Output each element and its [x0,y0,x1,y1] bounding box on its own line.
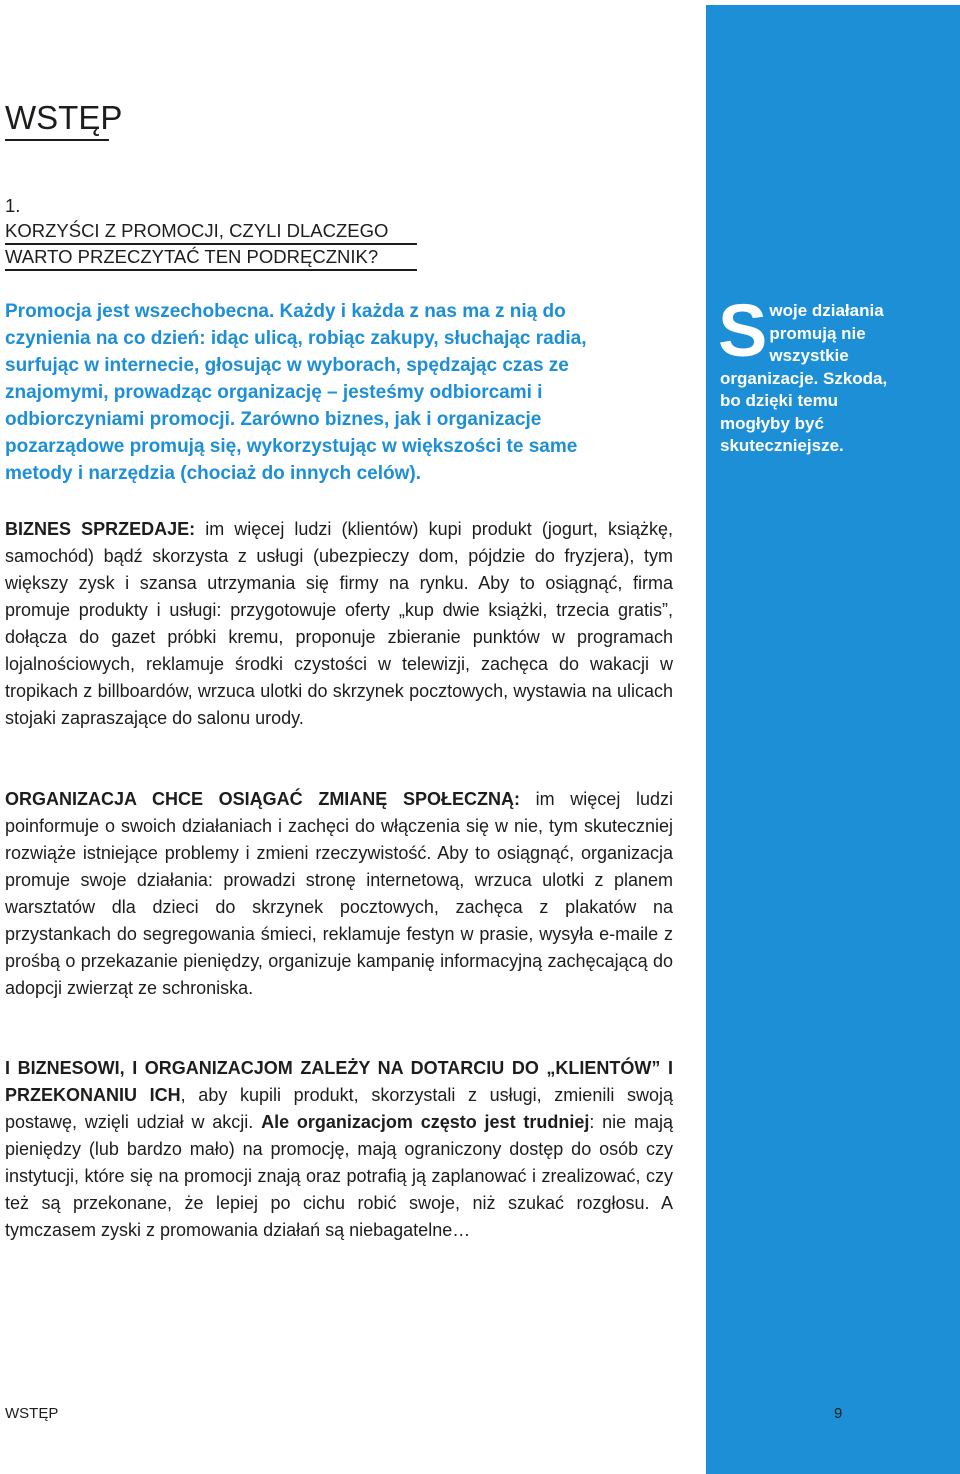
paragraph-organizacja [5,786,673,1002]
paragraph-oba-text-1: , aby kupili produkt, skorzystali z usługi, zmienili swoją postawę, wzięli udział w akcji. [5,1085,673,1132]
paragraph-oba-text-2: : nie mają pieniędzy (lub bardzo mało) na promocję, mają ograniczony dostęp do osób czy instytucji, które się na promocji znają oraz potrafią ją zaplanować i zrealizować, czy też są przekonane, że lepiej po cichu robić swoje, niż szukać rozgłosu. A tymczasem zyski z promowania działań są niebagatelne… [5,1112,673,1240]
chapter-title-line-2: WARTO PRZECZYTAĆ TEN PODRĘCZNIK? [5,246,379,267]
paragraph-oba-bold-2: Ale organizacjom często jest trudniej [261,1112,590,1132]
paragraph-biznes-heading: BIZNES SPRZEDAJE: [5,519,196,539]
paragraph-oba [5,1055,673,1244]
chapter-number: 1. [5,195,21,216]
footer-page-number: 9 [834,1405,843,1422]
paragraph-oba-heading: I BIZNESOWI, I ORGANIZACJOM ZALEŻY NA DOTARCIU DO „KLIENTÓW” I PRZEKONANIU ICH [5,1058,673,1105]
pull-quote-dropcap: S [718,289,768,372]
chapter-title-underline-2 [5,269,417,271]
paragraph-organizacja-heading: ORGANIZACJA CHCE OSIĄGAĆ ZMIANĘ SPOŁECZNĄ: [5,789,520,809]
sidebar-panel [706,5,960,1474]
footer-section-label: WSTĘP [5,1405,59,1422]
paragraph-biznes-text: im więcej ludzi (klientów) kupi produkt (jogurt, książkę, samochód) bądź skorzysta z usługi (ubezpieczy dom, pójdzie do fryzjera), tym większy zysk i szansa utrzymania się firmy na rynku. Aby to osiągnąć, firma promuje produkty i usługi: przygotowuje oferty „kup dwie książki, trzecia gratis”, dołącza do gazet próbki kremu, proponuje zbieranie punktów w programach lojalnościowych, reklamuje środki czystości w telewizji, zachęca do wakacji w tropikach z billboardów, wrzuca ulotki do skrzynek pocztowych, wystawia na ulicach stojaki zapraszające do salonu urody. [5,519,673,728]
lead-paragraph: Promocja jest wszechobecna. Każdy i każda z nas ma z nią do czynienia na co dzień: idąc ulicą, robiąc zakupy, słuchając radia, surfując w internecie, głosując w wyborach, spędzając czas ze znajomymi, prowadząc organizację – jesteśmy odbiorcami i odbiorczyniami promocji. Zarówno biznes, jak i organizacje pozarządowe promują się, wykorzystując w większości te same metody i narzędzia (chociaż do innych celów). [5,301,587,484]
pull-quote [718,289,910,458]
chapter-title-underline-1 [5,243,417,245]
paragraph-biznes [5,516,673,732]
paragraph-organizacja-text: im więcej ludzi poinformuje o swoich działaniach i zachęci do włączenia się w nie, tym skuteczniej rozwiąże istniejące problemy i zmieni rzeczywistość. Aby to osiągnąć, organizacja promuje swoje działania: prowadzi stronę internetową, wrzuca ulotki z planem warsztatów dla dzieci do skrzynek pocztowych, zachęca z plakatów na przystankach do segregowania śmieci, reklamuje festyn w prasie, wysyła e-maile z prośbą o przekazanie pieniędzy, organizuje kampanię informacyjną zachęcającą do adopcji zwierząt ze schroniska. [5,789,673,998]
pull-quote-text: woje działania promują nie wszystkie organizacje. Szkoda, bo dzięki temu mogłyby być skuteczniejsze. [720,301,888,455]
title-underline [5,139,109,141]
chapter-title-line-1: KORZYŚCI Z PROMOCJI, CZYLI DLACZEGO [5,220,389,241]
page-title: WSTĘP [5,99,123,136]
